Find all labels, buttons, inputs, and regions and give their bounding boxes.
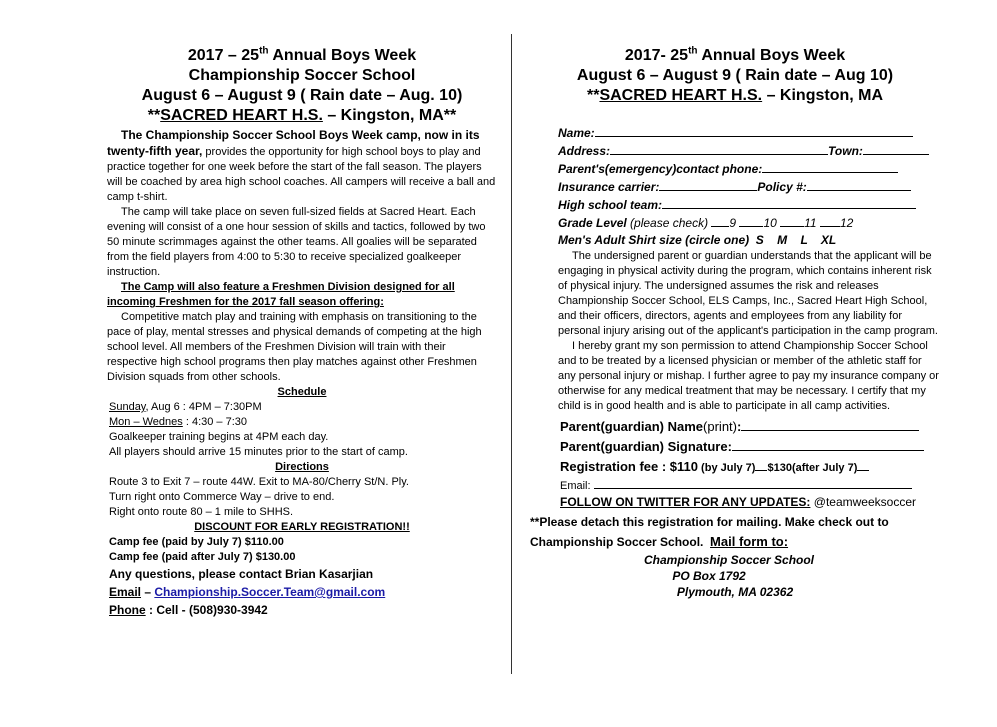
policy-field[interactable] (807, 178, 911, 191)
form-email-row: Email: (558, 478, 940, 494)
camp-fields-paragraph: The camp will take place on seven full-sized fields at Sacred Heart. Each evening will consist of a one hour session of skills and tactics, followed by two 50 minute scrimmages against the other teams. All goalies will be separated from the field players from 4:00 to 5:30 to receive specialized goalkeeper instruction. (107, 206, 486, 278)
form-email-field[interactable] (594, 478, 912, 489)
name-field[interactable] (595, 124, 913, 137)
parent-name-row: Parent(guardian) Name(print): (558, 417, 940, 437)
right-title-line3: **SACRED HEART H.S. – Kingston, MA (586, 87, 884, 104)
freshmen-paragraph: Competitive match play and training with emphasis on transitioning to the pace of play, mental stresses and physical demands of competing at the high school level. All members of the Freshmen Division will train with their respective high school programs then play matches against other Freshmen Division squads from other schools. (107, 311, 482, 383)
signature-block (558, 417, 940, 510)
mail-line-3: Plymouth, MA 02362 (676, 585, 794, 599)
name-row: Name: (558, 124, 940, 142)
permission-paragraph: I hereby grant my son permission to attend Championship Soccer School and to be treated by a licensed physician or member of the athletic staff for any personal injury or mishap. I further agree to pay my insurance company or otherwise for any medical treatment that may be necessary. I certify that my child is in good health and is able to participate in all camp activities. (558, 340, 939, 412)
registration-column (530, 46, 940, 600)
schedule-sunday: Sunday, Aug 6 : 4PM – 7:30PM (109, 401, 262, 413)
fee-late: Camp fee (paid after July 7) $130.00 (109, 551, 296, 563)
grade-9-checkbox[interactable] (711, 214, 729, 227)
parent-signature-field[interactable] (732, 437, 924, 451)
email-link[interactable]: Championship.Soccer.Team@gmail.com (154, 585, 386, 599)
directions-step-3: Right onto route 80 – 1 mile to SHHS. (109, 506, 294, 518)
parent-name-field[interactable] (741, 417, 919, 431)
schedule-arrival: All players should arrive 15 minutes prior to the start of camp. (109, 446, 408, 458)
mailing-address (530, 552, 940, 600)
fee-early: Camp fee (paid by July 7) $110.00 (109, 536, 284, 548)
directions-step-1: Route 3 to Exit 7 – route 44W. Exit to MA-80/Cherry St/N. Ply. (109, 476, 409, 488)
mail-line-2: PO Box 1792 (672, 569, 746, 583)
high-school-row: High school team: (558, 196, 940, 214)
parent-signature-row: Parent(guardian) Signature: (558, 437, 940, 457)
town-field[interactable] (863, 142, 929, 155)
left-title-line3: August 6 – August 9 ( Rain date – Aug. 10) (141, 87, 463, 104)
camp-info-column (107, 46, 497, 619)
contact-line: Any questions, please contact Brian Kasarjian (109, 567, 374, 581)
detach-note: **Please detach this registration for mailing. Make check out to Championship Soccer School. Mail form to: (530, 515, 889, 549)
high-school-field[interactable] (662, 196, 916, 209)
left-title-line2: Championship Soccer School (188, 67, 416, 84)
phone-line: Phone : Cell - (508)930-3942 (109, 603, 268, 617)
freshmen-heading: The Camp will also feature a Freshmen Division designed for all incoming Freshmen for the 2017 fall season offering: (107, 281, 455, 308)
address-row: Address: Town: (558, 142, 940, 160)
schedule-list (107, 400, 497, 460)
parent-phone-row: Parent's(emergency)contact phone: (558, 160, 940, 178)
directions-heading: Directions (275, 461, 329, 473)
insurance-row: Insurance carrier: Policy #: (558, 178, 940, 196)
shirt-size-row: Men's Adult Shirt size (circle one) S M L XL (558, 233, 837, 247)
grade-12-checkbox[interactable] (820, 214, 840, 227)
directions-step-2: Turn right onto Commerce Way – drive to end. (109, 491, 335, 503)
mail-line-1: Championship Soccer School (643, 553, 815, 567)
left-title-line1: 2017 – 25th Annual Boys Week (187, 45, 417, 64)
grade-11-checkbox[interactable] (780, 214, 804, 227)
discount-heading: DISCOUNT FOR EARLY REGISTRATION!! (194, 521, 410, 533)
schedule-heading: Schedule (277, 386, 327, 398)
right-title-line2: August 6 – August 9 ( Rain date – Aug 10) (576, 67, 894, 84)
left-title-line4: **SACRED HEART H.S. – Kingston, MA** (147, 107, 457, 124)
address-field[interactable] (610, 142, 828, 155)
shirt-size-options[interactable]: S M L XL (755, 233, 837, 247)
insurance-field[interactable] (659, 178, 757, 191)
email-line: Email – Championship.Soccer.Team@gmail.com (109, 585, 386, 599)
fee-list (107, 535, 497, 565)
grade-10-checkbox[interactable] (739, 214, 763, 227)
contact-block (107, 565, 497, 619)
directions-list (107, 475, 497, 520)
schedule-weekdays: Mon – Wednes : 4:30 – 7:30 (109, 416, 248, 428)
registration-form (558, 124, 940, 249)
parent-phone-field[interactable] (762, 160, 898, 173)
twitter-row: FOLLOW ON TWITTER FOR ANY UPDATES: @teamweeksoccer (560, 495, 916, 509)
grade-row: Grade Level (please check) 9 10 11 12 (558, 216, 854, 230)
registration-fee-row: Registration fee : $110 (by July 7) $130(after July 7) (558, 457, 940, 478)
waiver-paragraph: The undersigned parent or guardian understands that the applicant will be engaging in physical activity during the program, which contains inherent risk of physical injury. The undersigned assumes the risk and releases Championship Soccer School, ELS Camps, Inc., Sacred Heart High School, and their officers, directors, agents and employees from any liability for personal injury arising out of the applicant's participation in the camp program. (558, 250, 938, 337)
schedule-goalkeeper: Goalkeeper training begins at 4PM each day. (109, 431, 329, 443)
intro-paragraph: The Championship Soccer School Boys Week camp, now in its twenty-fifth year, provides the opportunity for high school boys to play and practice together for one week before the start of the fall season. The players will be coached by area high school coaches. All campers will receive a ball and camp t-shirt. (107, 128, 496, 203)
right-title-line1: 2017- 25th Annual Boys Week (624, 45, 846, 64)
